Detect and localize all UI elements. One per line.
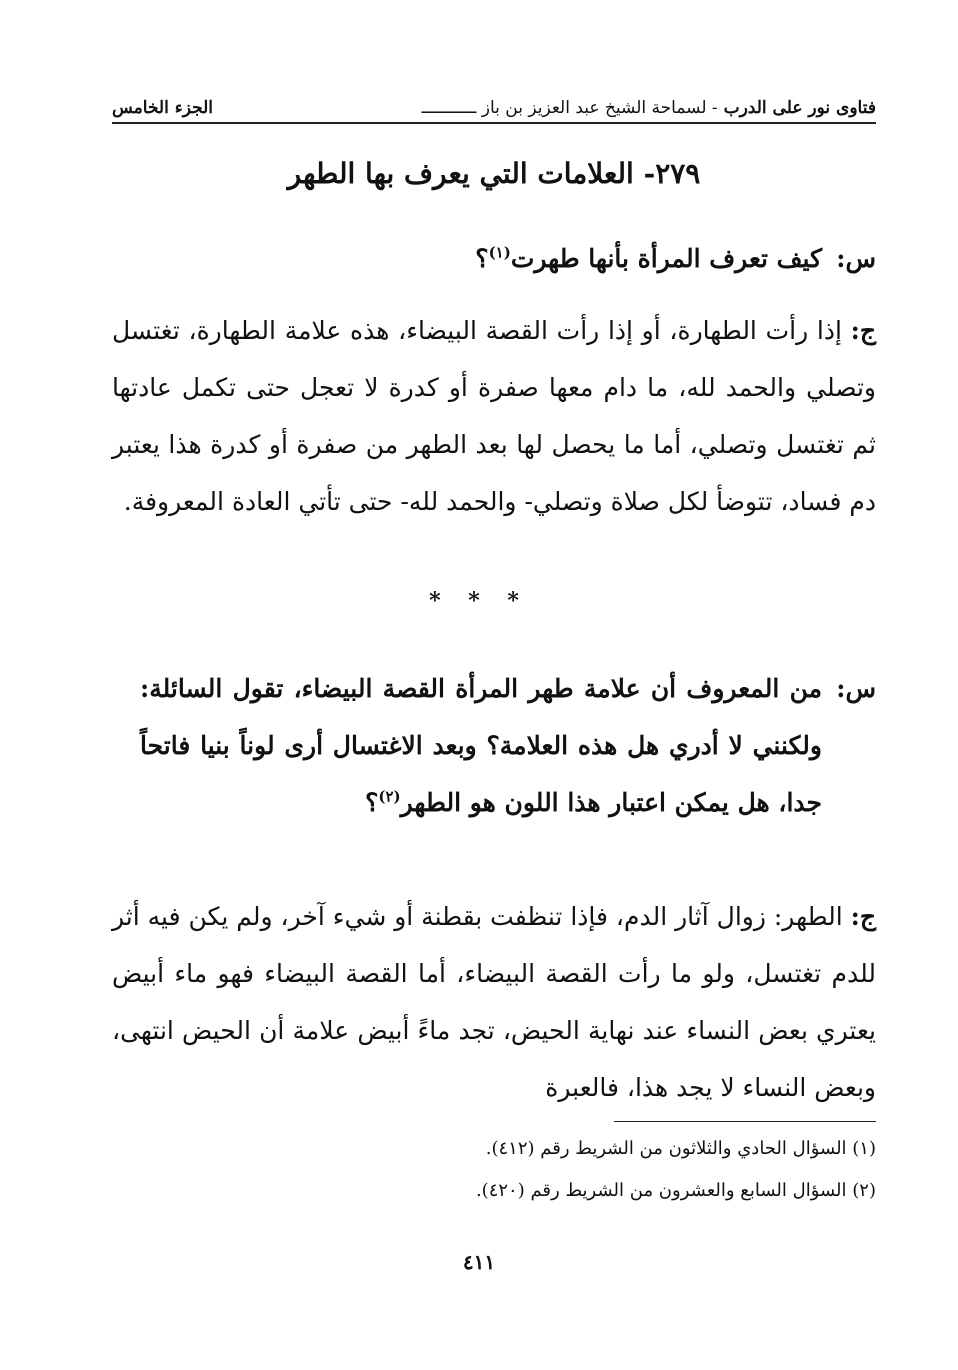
answer-prefix: ج:	[850, 316, 877, 345]
footnote-1: (١) السؤال الحادي والثلاثون من الشريط رقم (٤١٢).	[485, 1138, 876, 1159]
question-1-end: ؟	[475, 244, 489, 273]
question-1-text: كيف تعرف المرأة بأنها طهرت	[510, 244, 822, 273]
question-2-text: من المعروف أن علامة طهر المرأة القصة البيضاء، تقول السائلة: ولكنني لا أدري هل هذه العلامة؟ وبعد الاغتسال أرى لوناً بنيا فاتحاً جدا، هل يمكن اعتبار هذا اللون هو الطهر	[140, 674, 822, 817]
section-separator: * * *	[429, 588, 529, 614]
footnote-mark-1: (١)	[488, 243, 511, 262]
question-2-end: ؟	[365, 788, 379, 817]
fatwa-title: ٢٧٩- العلامات التي يعرف بها الطهر	[287, 157, 701, 190]
page-number: ٤١١	[462, 1250, 496, 1274]
footnote-2: (٢) السؤال السابع والعشرون من الشريط رقم (٤٢٠).	[475, 1180, 876, 1201]
footnotes	[112, 1128, 876, 1212]
footnote-divider	[614, 1121, 876, 1122]
answer-2	[112, 888, 876, 1116]
question-prefix: س:	[836, 244, 876, 273]
question-prefix: س:	[836, 674, 876, 703]
question-2	[140, 660, 876, 831]
answer-2-text: الطهر: زوال آثار الدم، فإذا تنظفت بقطنة أو شيء آخر، ولم يكن فيه أثر للدم تغتسل، ولو ما رأت القصة البيضاء، أما القصة البيضاء فهو ماء أبيض يعتري بعض النساء عند نهاية الحيض، تجد ماءً أبيض علامة أن الحيض انتهى، وبعض النساء لا يجد هذا، فالعبرة	[112, 902, 876, 1102]
header-volume: الجزء الخامس	[112, 98, 214, 118]
question-1	[112, 230, 876, 287]
answer-prefix: ج:	[850, 902, 876, 931]
header-author: - لسماحة الشيخ عبد العزيز بن باز ـــــــــــ	[421, 98, 718, 118]
header-book-title-and-author	[422, 94, 876, 122]
answer-1	[112, 302, 876, 530]
question-2-text-block	[140, 660, 822, 831]
answer-1-text: إذا رأت الطهارة، أو إذا رأت القصة البيضاء، هذه علامة الطهارة، تغتسل وتصلي والحمد لله، ما دام معها صفرة أو كدرة لا تعجل حتى تكمل عادتها ثم تغتسل وتصلي، أما ما يحصل لها بعد الطهر من صفرة أو كدرة هذا يعتبر دم فساد، تتوضأ لكل صلاة وتصلي- والحمد لله- حتى تأتي العادة المعروفة.	[112, 316, 876, 516]
header-book-title: فتاوى نور على الدرب	[723, 98, 876, 118]
running-header	[112, 88, 876, 124]
question-1-text-block	[112, 230, 822, 287]
footnote-mark-2: (٢)	[378, 787, 401, 806]
